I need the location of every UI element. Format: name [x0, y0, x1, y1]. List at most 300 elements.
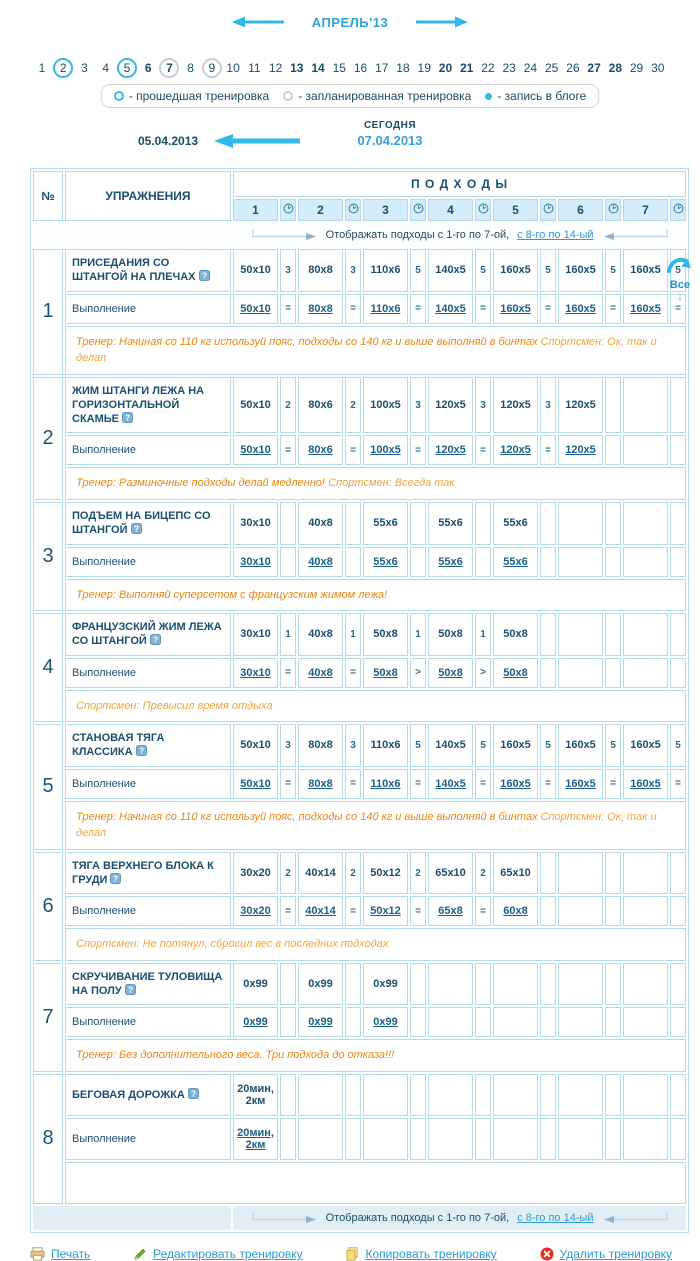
done-compare-value: = [605, 769, 621, 799]
calendar-day[interactable]: 7 [159, 58, 179, 78]
planned-rest-value: 1 [475, 613, 491, 656]
exercise-plan-row [33, 1074, 686, 1116]
done-compare-value: = [540, 294, 556, 324]
svg-text:?: ? [138, 746, 144, 756]
done-set-cell [428, 294, 473, 324]
done-set-link[interactable]: 50x10 [240, 302, 271, 315]
planned-set-value [623, 963, 668, 1006]
planned-rest-value: 3 [540, 377, 556, 434]
today-label: СЕГОДНЯ [363, 120, 417, 131]
exercise-comment-row [33, 1162, 686, 1204]
exercise-comment [65, 326, 686, 375]
trainer-comment-text: Выполняй суперсетом с французским жимом лежа! [119, 588, 388, 601]
done-set-cell [493, 1007, 538, 1037]
sets-range-bar [33, 223, 686, 247]
done-compare-value [540, 1007, 556, 1037]
calendar-day[interactable]: 13 [290, 61, 304, 75]
calendar-day[interactable]: 19 [417, 61, 431, 75]
range-guide-arrow-right-icon [252, 1211, 318, 1225]
done-set-cell [623, 896, 668, 926]
range-guide-arrow-right-icon [252, 228, 318, 242]
svg-text:?: ? [133, 524, 139, 534]
done-compare-value: = [540, 769, 556, 799]
planned-rest-value: 5 [410, 249, 426, 292]
planned-rest-value [540, 502, 556, 545]
print-icon [30, 1247, 45, 1261]
exercise-execution-row [33, 435, 686, 465]
done-set-link[interactable]: 160x5 [500, 777, 531, 790]
planned-set-value [623, 502, 668, 545]
done-set-link[interactable]: 30x10 [240, 555, 271, 568]
exercise-comment [65, 1162, 686, 1204]
planned-set-value: 140x5 [428, 249, 473, 292]
done-set-link[interactable]: 40x14 [305, 905, 336, 918]
planned-rest-value [670, 502, 686, 545]
exercise-comment-row [33, 326, 686, 375]
done-set-cell [298, 658, 343, 688]
sets-range-bar [33, 1206, 686, 1230]
exercise-execution-row [33, 658, 686, 688]
exercise-number: 3 [33, 502, 63, 611]
exercise-name: ПРИСЕДАНИЯ СО ШТАНГОЙ НА ПЛЕЧАХ [72, 257, 196, 284]
exercise-execution-row [33, 547, 686, 577]
planned-set-value: 160x5 [623, 249, 668, 292]
done-set-link[interactable]: 55x6 [503, 555, 528, 568]
done-compare-value [540, 1118, 556, 1160]
calendar-day[interactable]: 10 [226, 61, 240, 75]
done-set-link[interactable]: 30x20 [240, 905, 271, 918]
exercise-comment-row [33, 579, 686, 612]
calendar-day[interactable]: 28 [608, 61, 622, 75]
exercise-plan-row [33, 963, 686, 1006]
planned-set-value: 65x10 [428, 852, 473, 895]
copy-workout-button[interactable] [345, 1247, 496, 1261]
set-number-header: 1 [233, 199, 278, 221]
calendar-day[interactable]: 30 [651, 61, 665, 75]
planned-rest-value: 2 [410, 852, 426, 895]
planned-set-value: 160x5 [558, 249, 603, 292]
execution-label: Выполнение [65, 294, 231, 324]
exercise-name-cell [65, 249, 231, 292]
planned-rest-value: 2 [280, 377, 296, 434]
calendar-day[interactable]: 8 [187, 61, 194, 75]
exercise-number: 1 [33, 249, 63, 375]
done-set-link[interactable]: 0x99 [243, 1016, 268, 1029]
calendar-day[interactable]: 20 [438, 61, 453, 75]
done-compare-value [540, 896, 556, 926]
exercise-execution-row [33, 1118, 686, 1160]
done-set-link[interactable]: 50x8 [373, 666, 398, 679]
done-set-cell [558, 1007, 603, 1037]
planned-set-value [623, 852, 668, 895]
done-compare-value [605, 547, 621, 577]
calendar-day[interactable]: 26 [566, 61, 580, 75]
planned-set-value: 65x10 [493, 852, 538, 895]
planned-set-value [428, 963, 473, 1006]
calendar-day[interactable]: 25 [544, 61, 559, 75]
help-icon[interactable] [107, 874, 121, 886]
planned-rest-value: 5 [475, 724, 491, 767]
show-all-label: Все [669, 279, 691, 291]
done-set-cell [298, 294, 343, 324]
done-set-link[interactable]: 120x5 [435, 444, 466, 457]
planned-rest-value [605, 1074, 621, 1116]
planned-set-value: 55x6 [363, 502, 408, 545]
set-number-header: 4 [428, 199, 473, 221]
next-month-arrow-icon[interactable] [414, 16, 470, 28]
svg-text:?: ? [152, 635, 158, 645]
set-number-header: 2 [298, 199, 343, 221]
done-set-link[interactable]: 60x8 [503, 905, 528, 918]
planned-set-value [493, 1074, 538, 1116]
trainer-comment-label: Тренер: [76, 588, 116, 601]
done-compare-value: = [475, 896, 491, 926]
done-set-link[interactable]: 110x6 [370, 302, 401, 315]
exercise-comment-row [33, 1039, 686, 1072]
done-set-cell [493, 435, 538, 465]
calendar-day[interactable]: 5 [117, 58, 137, 78]
planned-rest-value: 1 [280, 613, 296, 656]
show-all-sets-control[interactable] [663, 256, 697, 303]
help-icon[interactable] [196, 271, 210, 283]
exercise-number: 2 [33, 377, 63, 500]
done-set-cell [233, 769, 278, 799]
planned-set-value: 120x5 [493, 377, 538, 434]
calendar-day[interactable]: 4 [102, 61, 110, 75]
planned-set-value: 20мин, 2км [233, 1074, 278, 1116]
range-guide-arrow-left-icon [602, 1211, 668, 1225]
done-set-link[interactable]: 160x5 [565, 777, 596, 790]
done-set-cell [493, 896, 538, 926]
calendar-day[interactable]: 12 [268, 61, 283, 75]
done-set-cell [493, 547, 538, 577]
done-compare-value [670, 1118, 686, 1160]
rest-time-clock-icon [605, 199, 621, 221]
done-set-link[interactable]: 65x8 [438, 905, 463, 918]
done-set-cell [298, 547, 343, 577]
exercise-execution-row [33, 769, 686, 799]
exercise-name: ЖИМ ШТАНГИ ЛЕЖА НА ГОРИЗОНТАЛЬНОЙ СКАМЬЕ [72, 384, 205, 426]
calendar-legend [101, 84, 600, 108]
done-set-link[interactable]: 100x5 [370, 444, 401, 457]
calendar-day[interactable]: 2 [53, 58, 73, 78]
done-compare-value [540, 658, 556, 688]
athlete-comment-label: Спортсмен: [540, 810, 605, 823]
done-set-link[interactable]: 120x5 [500, 444, 531, 457]
calendar-days [32, 58, 668, 78]
edit-workout-button[interactable] [133, 1247, 303, 1261]
planned-set-value: 80x8 [298, 249, 343, 292]
planned-rest-value [345, 502, 361, 545]
trainer-comment-label: Тренер: [76, 810, 116, 823]
calendar-day[interactable]: 16 [353, 61, 368, 75]
done-compare-value: = [280, 769, 296, 799]
planned-rest-value [410, 963, 426, 1006]
done-set-link[interactable]: 110x6 [370, 777, 401, 790]
exercise-number: 7 [33, 963, 63, 1072]
month-nav [30, 10, 670, 34]
done-set-cell [558, 294, 603, 324]
exercise-number: 6 [33, 852, 63, 961]
done-compare-value: > [410, 658, 426, 688]
calendar-day[interactable]: 11 [248, 61, 261, 75]
done-set-link[interactable]: 160x5 [630, 302, 661, 315]
done-set-cell [363, 294, 408, 324]
planned-training-circle-icon [283, 91, 293, 101]
exercise-plan-row [33, 724, 686, 767]
done-set-cell [298, 1118, 343, 1160]
trainer-comment [76, 336, 538, 348]
svg-text:?: ? [127, 985, 133, 995]
done-set-cell [558, 435, 603, 465]
done-set-link[interactable]: 50x8 [503, 666, 528, 679]
planned-rest-value [670, 852, 686, 895]
sets-range-text: Отображать подходы с 1-го по 7-ой, [325, 229, 510, 241]
legend-label: - запланированная тренировка [298, 89, 472, 103]
planned-rest-value: 5 [605, 724, 621, 767]
done-set-link[interactable]: 30x10 [240, 666, 271, 679]
done-set-cell [233, 547, 278, 577]
delete-icon [540, 1247, 554, 1261]
done-set-link[interactable]: 50x10 [240, 444, 271, 457]
done-set-link[interactable]: 160x5 [565, 302, 596, 315]
month-label: АПРЕЛЬ'13 [311, 14, 389, 30]
trainer-comment [76, 589, 387, 601]
planned-set-value [363, 1074, 408, 1116]
trainer-comment-text: Начиная со 110 кг используй пояс, подходы со 140 кг и выше выполняй в бинтах [119, 335, 538, 348]
done-compare-value: = [345, 435, 361, 465]
exercise-name: БЕГОВАЯ ДОРОЖКА [72, 1088, 185, 1101]
done-compare-value [670, 658, 686, 688]
done-set-cell [428, 1118, 473, 1160]
done-set-cell [428, 435, 473, 465]
calendar-day[interactable]: 14 [311, 61, 325, 75]
done-set-cell [363, 769, 408, 799]
set-number-header: 5 [493, 199, 538, 221]
help-icon[interactable] [119, 413, 133, 425]
exercise-name: ФРАНЦУЗСКИЙ ЖИМ ЛЕЖА СО ШТАНГОЙ [72, 621, 222, 648]
planned-set-value: 80x8 [298, 724, 343, 767]
delete-workout-label: Удалить тренировку [559, 1246, 672, 1261]
done-set-link[interactable]: 0x99 [308, 1016, 333, 1029]
planned-rest-value [280, 1074, 296, 1116]
done-set-cell [363, 896, 408, 926]
planned-set-value [623, 377, 668, 434]
exercise-name: СТАНОВАЯ ТЯГА КЛАССИКА [72, 732, 165, 759]
planned-rest-value [540, 1074, 556, 1116]
rest-time-clock-icon [670, 199, 686, 221]
execution-label: Выполнение [65, 1118, 231, 1160]
set-number-header: 7 [623, 199, 668, 221]
calendar-day[interactable]: 27 [587, 61, 601, 75]
planned-set-value [558, 1074, 603, 1116]
planned-set-value [558, 613, 603, 656]
exercise-comment [65, 579, 686, 612]
done-set-link[interactable]: 55x6 [373, 555, 398, 568]
help-icon[interactable] [133, 746, 147, 758]
exercise-comment [65, 467, 686, 500]
done-set-link[interactable]: 50x10 [240, 777, 271, 790]
planned-set-value: 0x99 [363, 963, 408, 1006]
done-compare-value [345, 547, 361, 577]
exercise-plan-row [33, 377, 686, 434]
calendar-day[interactable]: 6 [144, 61, 152, 75]
done-set-link[interactable]: 40x8 [308, 555, 333, 568]
done-compare-value: = [280, 435, 296, 465]
planned-rest-value [410, 1074, 426, 1116]
done-set-link[interactable]: 50x12 [370, 905, 401, 918]
planned-rest-value: 2 [345, 377, 361, 434]
help-icon[interactable] [122, 985, 136, 997]
planned-rest-value [670, 963, 686, 1006]
execution-label: Выполнение [65, 435, 231, 465]
done-set-link[interactable]: 20мин, 2км [237, 1126, 274, 1151]
planned-set-value: 50x10 [233, 249, 278, 292]
done-compare-value [280, 1007, 296, 1037]
exercise-name-cell [65, 1074, 231, 1116]
planned-set-value: 40x8 [298, 502, 343, 545]
past-training-circle-icon [114, 91, 124, 101]
planned-set-value: 160x5 [623, 724, 668, 767]
planned-rest-value [475, 963, 491, 1006]
done-set-cell [363, 547, 408, 577]
done-compare-value: > [475, 658, 491, 688]
done-set-link[interactable]: 80x8 [308, 777, 333, 790]
done-set-cell [428, 658, 473, 688]
exercise-comment-row [33, 690, 686, 723]
planned-set-value: 80x6 [298, 377, 343, 434]
calendar-day[interactable]: 18 [396, 61, 410, 75]
athlete-comment-label: Спортсмен: [540, 335, 605, 348]
planned-set-value: 50x10 [233, 724, 278, 767]
planned-set-value: 0x99 [298, 963, 343, 1006]
done-set-link[interactable]: 160x5 [630, 777, 661, 790]
done-set-link[interactable]: 160x5 [500, 302, 531, 315]
done-set-link[interactable]: 0x99 [373, 1016, 398, 1029]
calendar-day[interactable]: 23 [502, 61, 516, 75]
planned-rest-value [345, 963, 361, 1006]
athlete-comment-text: Ок, так и делал [76, 335, 657, 365]
done-compare-value: = [410, 294, 426, 324]
exercise-name-cell [65, 613, 231, 656]
trainer-comment [76, 477, 325, 489]
done-set-link[interactable]: 120x5 [565, 444, 596, 457]
number-column-header: № [33, 171, 63, 221]
done-compare-value [475, 1007, 491, 1037]
done-compare-value [670, 896, 686, 926]
done-compare-value: = [280, 896, 296, 926]
calendar-day[interactable]: 21 [460, 61, 474, 75]
done-compare-value: = [540, 435, 556, 465]
done-set-cell [298, 435, 343, 465]
planned-set-value: 110x6 [363, 724, 408, 767]
exercise-plan-row [33, 502, 686, 545]
delete-workout-button[interactable] [540, 1247, 672, 1261]
calendar-day[interactable]: 22 [481, 61, 495, 75]
exercise-name-cell [65, 724, 231, 767]
done-set-link[interactable]: 140x5 [435, 777, 466, 790]
trainer-comment [76, 811, 538, 823]
execution-label: Выполнение [65, 547, 231, 577]
help-icon[interactable] [147, 635, 161, 647]
done-compare-value: = [345, 294, 361, 324]
planned-set-value [558, 852, 603, 895]
planned-rest-value: 2 [475, 852, 491, 895]
done-set-cell [493, 658, 538, 688]
planned-rest-value: 3 [345, 249, 361, 292]
calendar-day[interactable]: 3 [81, 61, 88, 75]
trainer-comment-text: Разминочные подходы делай медленно! [119, 477, 326, 490]
athlete-comment-label: Спортсмен: [76, 938, 140, 951]
execution-label: Выполнение [65, 658, 231, 688]
exercise-execution-row [33, 294, 686, 324]
done-set-link[interactable]: 50x8 [438, 666, 463, 679]
exercise-name-cell [65, 502, 231, 545]
trainer-comment-text: Начиная со 110 кг используй пояс, подходы со 140 кг и выше выполняй в бинтах [119, 810, 538, 823]
help-icon[interactable] [128, 524, 142, 536]
sets-column-header: П О Д Х О Д Ы [233, 171, 686, 197]
done-set-link[interactable]: 80x6 [308, 444, 333, 457]
calendar-day[interactable]: 1 [38, 61, 46, 75]
calendar-day[interactable]: 29 [629, 61, 644, 75]
done-set-link[interactable]: 80x8 [308, 302, 333, 315]
done-compare-value [670, 547, 686, 577]
exercise-plan-row [33, 249, 686, 292]
trainer-comment-label: Тренер: [76, 1049, 116, 1062]
workout-table [30, 168, 689, 1233]
execution-label: Выполнение [65, 769, 231, 799]
planned-rest-value: 1 [345, 613, 361, 656]
prev-month-arrow-icon[interactable] [230, 16, 286, 28]
help-icon[interactable] [185, 1089, 199, 1101]
done-set-cell [233, 896, 278, 926]
calendar-day[interactable]: 15 [332, 61, 346, 75]
go-to-previous-training-arrow-icon[interactable] [210, 133, 302, 154]
legend-item-past [114, 89, 269, 103]
done-compare-value: = [345, 658, 361, 688]
done-set-cell [493, 769, 538, 799]
done-set-cell [428, 1007, 473, 1037]
done-set-link[interactable]: 140x5 [435, 302, 466, 315]
done-set-cell [298, 1007, 343, 1037]
planned-set-value: 50x8 [493, 613, 538, 656]
calendar-day[interactable]: 17 [375, 61, 389, 75]
show-all-down-arrow-icon: ↓ [677, 291, 683, 303]
done-compare-value [475, 547, 491, 577]
done-set-cell [428, 547, 473, 577]
print-button[interactable] [30, 1247, 90, 1261]
done-set-cell [558, 1118, 603, 1160]
done-set-link[interactable]: 40x8 [308, 666, 333, 679]
done-set-cell [233, 1007, 278, 1037]
today-block [330, 120, 450, 148]
planned-rest-value [475, 1074, 491, 1116]
calendar-day[interactable]: 24 [523, 61, 538, 75]
planned-rest-value [605, 963, 621, 1006]
edit-workout-label: Редактировать тренировку [153, 1246, 303, 1261]
exercise-number: 5 [33, 724, 63, 850]
execution-label: Выполнение [65, 1007, 231, 1037]
done-set-link[interactable]: 55x6 [438, 555, 463, 568]
done-set-cell [428, 896, 473, 926]
sets-range-link[interactable]: с 8-го по 14-ый [517, 1211, 594, 1224]
today-date: 07.04.2013 [357, 133, 423, 148]
calendar-day[interactable]: 9 [202, 58, 222, 78]
done-set-cell [363, 1007, 408, 1037]
planned-rest-value: 3 [410, 377, 426, 434]
sets-range-link[interactable]: с 8-го по 14-ый [517, 229, 594, 241]
done-set-cell [623, 547, 668, 577]
